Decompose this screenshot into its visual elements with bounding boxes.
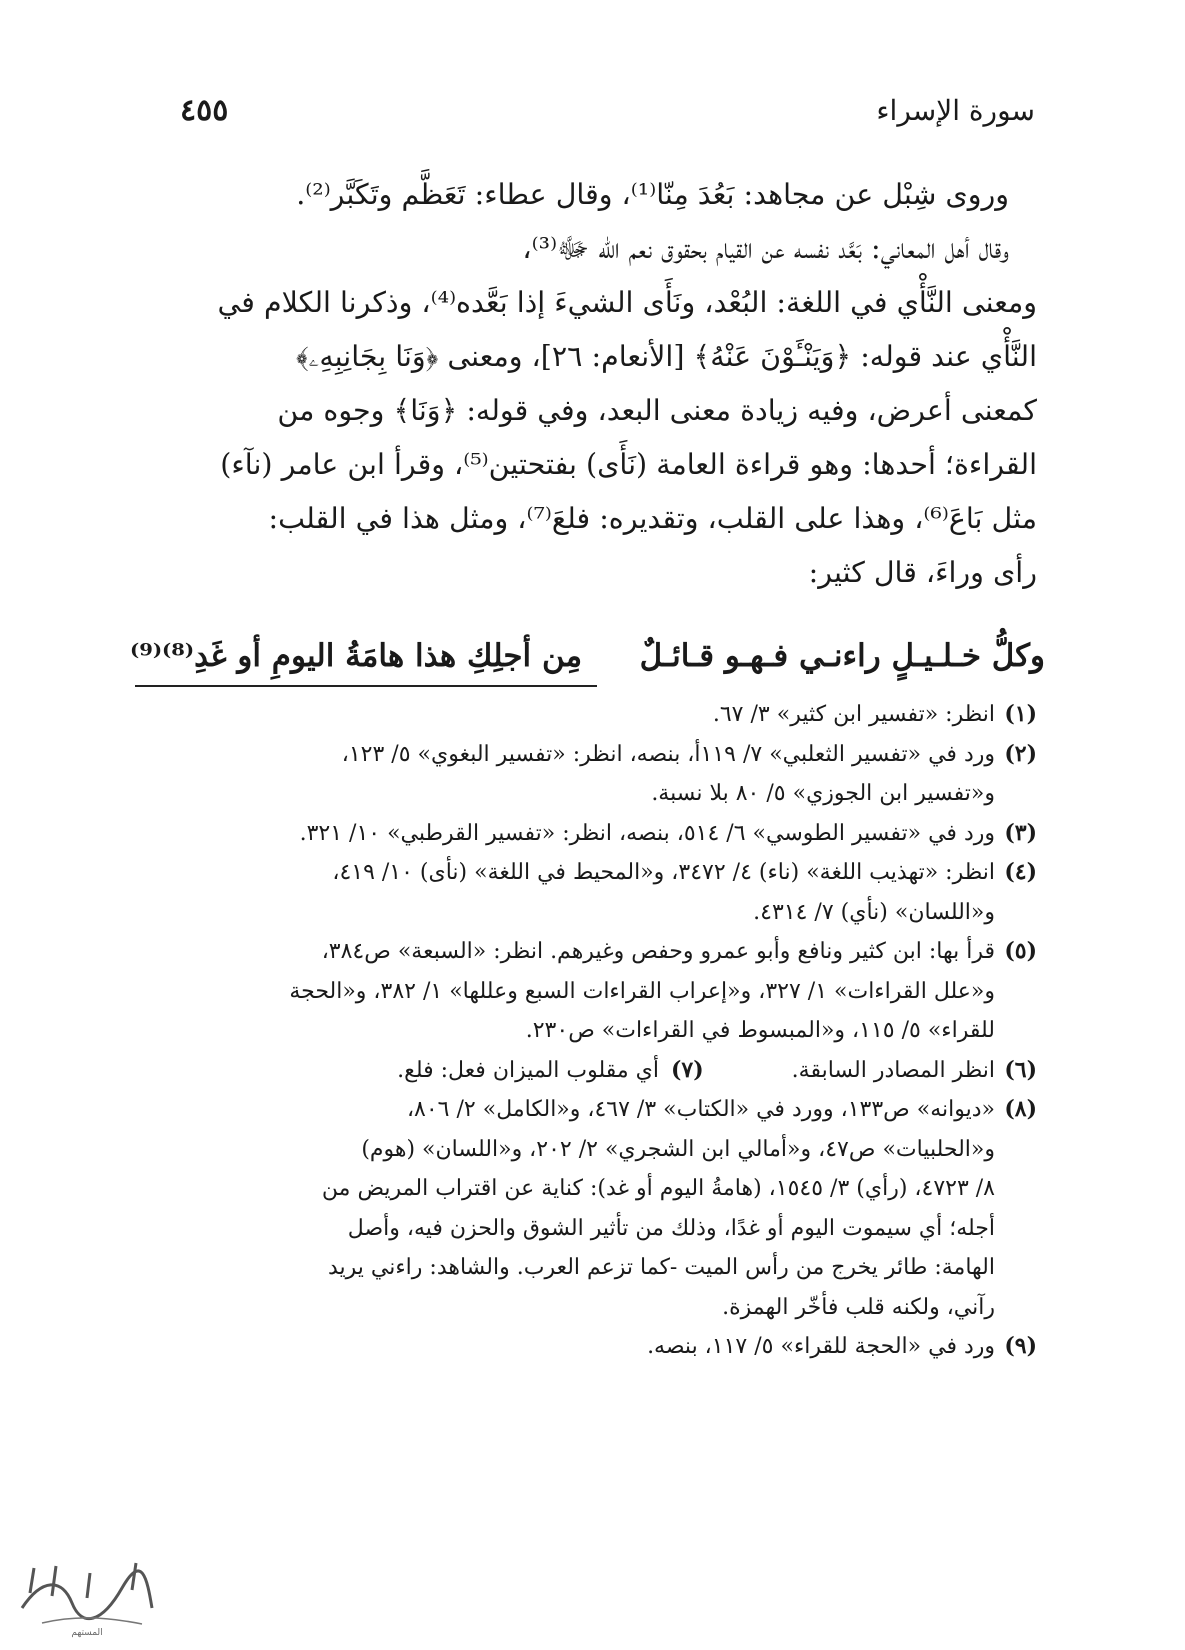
footnote <box>132 1090 1037 1327</box>
footnote-line: و«اللسان» (نأي) ٧/ ٤٣١٤. <box>753 899 995 925</box>
running-head <box>180 88 1035 132</box>
footnote-text <box>132 814 995 854</box>
footnote <box>132 695 1037 735</box>
text-line: وروى شِبْل عن مجاهد: بَعُدَ مِنّا⁽¹⁾، وقال عطاء: تَعَظَّم وتَكَبَّر⁽²⁾. <box>296 178 1009 211</box>
footnote-line: انظر المصادر السابقة. <box>791 1057 995 1083</box>
text-line: وقال أهل المعاني: بَعَّد نفسه عن القيام بحقوق نعم الله ﷻ⁽³⁾، <box>522 232 1009 265</box>
footnote-line: أجله؛ أي سيموت اليوم أو غدًا، وذلك من تأثير الشوق والحزن فيه، وأصل <box>347 1215 995 1241</box>
footnote-separator <box>135 685 597 687</box>
footnote-number: (٤) <box>1004 859 1037 885</box>
footnote-number: (٨) <box>1004 1096 1037 1122</box>
footnote-pair <box>132 1051 1037 1091</box>
footnotes <box>132 695 1037 1367</box>
footnote-number: (٥) <box>1004 938 1037 964</box>
footnote <box>132 932 1037 1051</box>
footnote-number: (٧) <box>671 1056 704 1083</box>
text-line: القراءة؛ أحدها: وهو قراءة العامة (نَأَى) بفتحتين⁽⁵⁾، وقرأ ابن عامر (نآء) <box>220 448 1037 481</box>
watermark-logo <box>12 1538 162 1638</box>
surah-name: سورة الإسراء <box>876 93 1035 127</box>
footnote <box>132 853 1037 932</box>
footnote <box>132 1327 1037 1367</box>
footnote-text <box>132 735 995 814</box>
footnote <box>132 735 1037 814</box>
verse-second-hemistich: مِن أجلِكِ هذا هامَةُ اليومِ أو غَدِ⁽⁸⁾⁽⁹⁾ <box>130 638 583 674</box>
page-number: ٤٥٥ <box>180 92 229 128</box>
footnote-text <box>132 1327 995 1367</box>
text-line: مثل بَاعَ⁽⁶⁾، وهذا على القلب، وتقديره: فلعَ⁽⁷⁾، ومثل هذا في القلب: <box>268 502 1037 535</box>
footnote-line: «ديوانه» ص١٣٣، وورد في «الكتاب» ٣/ ٤٦٧، و«الكامل» ٢/ ٨٠٦، <box>406 1097 995 1122</box>
footnote-number: (١) <box>1004 701 1037 727</box>
poetry-verse <box>130 618 1045 674</box>
verse-first-hemistich: وكلُّ خـلـيـلٍ راءنـي فـهـو قـائـلٌ <box>639 638 1045 674</box>
footnote-line: الهامة: طائر يخرج من رأس الميت -كما تزعم العرب. والشاهد: راءني يريد <box>327 1255 995 1280</box>
footnote-number: (٦) <box>1004 1056 1037 1083</box>
footnote-text <box>132 695 995 735</box>
text-line: النَّأْي عند قوله: ﴿وَيَنْـَٔوْنَ عَنْهُ﴾ [الأنعام: ٢٦]، ومعنى ﴿وَنَا بِجَانِبِهِۦ﴾ <box>295 340 1037 373</box>
text-line: رأى وراءَ، قال كثير: <box>808 556 1037 589</box>
text-line: كمعنى أعرض، وفيه زيادة معنى البعد، وفي قوله: ﴿وَنَا﴾ وجوه من <box>277 394 1037 427</box>
footnote-text <box>132 932 995 1051</box>
footnote-number: (٣) <box>1004 819 1037 846</box>
footnote-line: انظر: «تفسير ابن كثير» ٣/ ٦٧. <box>712 702 995 727</box>
main-text <box>132 168 1037 600</box>
footnote-number: (٢) <box>1004 740 1037 767</box>
footnote-line: رآني، ولكنه قلب فأخّر الهمزة. <box>722 1294 995 1320</box>
footnote-line: أي مقلوب الميزان فعل: فلع. <box>397 1057 659 1083</box>
footnote-line: و«علل القراءات» ١/ ٣٢٧، و«إعراب القراءات السبع وعللها» ١/ ٣٨٢، و«الحجة <box>289 978 995 1004</box>
footnote-line: قرأ بها: ابن كثير ونافع وأبو عمرو وحفص وغيرهم. انظر: «السبعة» ص٣٨٤، <box>321 939 995 964</box>
footnote-line: و«الحلبيات» ص٤٧، و«أمالي ابن الشجري» ٢/ ٢٠٢، و«اللسان» (هوم) <box>361 1136 995 1162</box>
footnote-line: ورد في «الحجة للقراء» ٥/ ١١٧، بنصه. <box>647 1334 995 1359</box>
footnote-line: ورد في «تفسير الثعلبي» ٧/ ١١٩أ، بنصه، انظر: «تفسير البغوي» ٥/ ١٢٣، <box>341 741 995 767</box>
footnote-line: و«تفسير ابن الجوزي» ٥/ ٨٠ بلا نسبة. <box>651 781 995 806</box>
footnote <box>132 814 1037 854</box>
footnote-text <box>132 853 995 932</box>
watermark-label: المستهم <box>71 1628 103 1638</box>
footnote-line: ورد في «تفسير الطوسي» ٦/ ٥١٤، بنصه، انظر: «تفسير القرطبي» ١٠/ ٣٢١. <box>299 820 995 846</box>
footnote-text <box>132 1090 995 1327</box>
footnote-number: (٩) <box>1004 1333 1037 1359</box>
footnote-line: للقراء» ٥/ ١١٥، و«المبسوط في القراءات» ص٢٣٠. <box>525 1018 995 1043</box>
footnote-line: ٨/ ٤٧٢٣، (رأي) ٣/ ١٥٤٥، (هامةُ اليوم أو غد): كناية عن اقتراب المريض من <box>321 1176 995 1201</box>
text-line: ومعنى النَّأْي في اللغة: البُعْد، ونَأَى الشيءَ إذا بَعَّده⁽⁴⁾، وذكرنا الكلام في <box>217 286 1037 319</box>
footnote-line: انظر: «تهذيب اللغة» (ناء) ٤/ ٣٤٧٢، و«المحيط في اللغة» (نأى) ١٠/ ٤١٩، <box>332 860 995 885</box>
footnote-text <box>132 1051 995 1091</box>
